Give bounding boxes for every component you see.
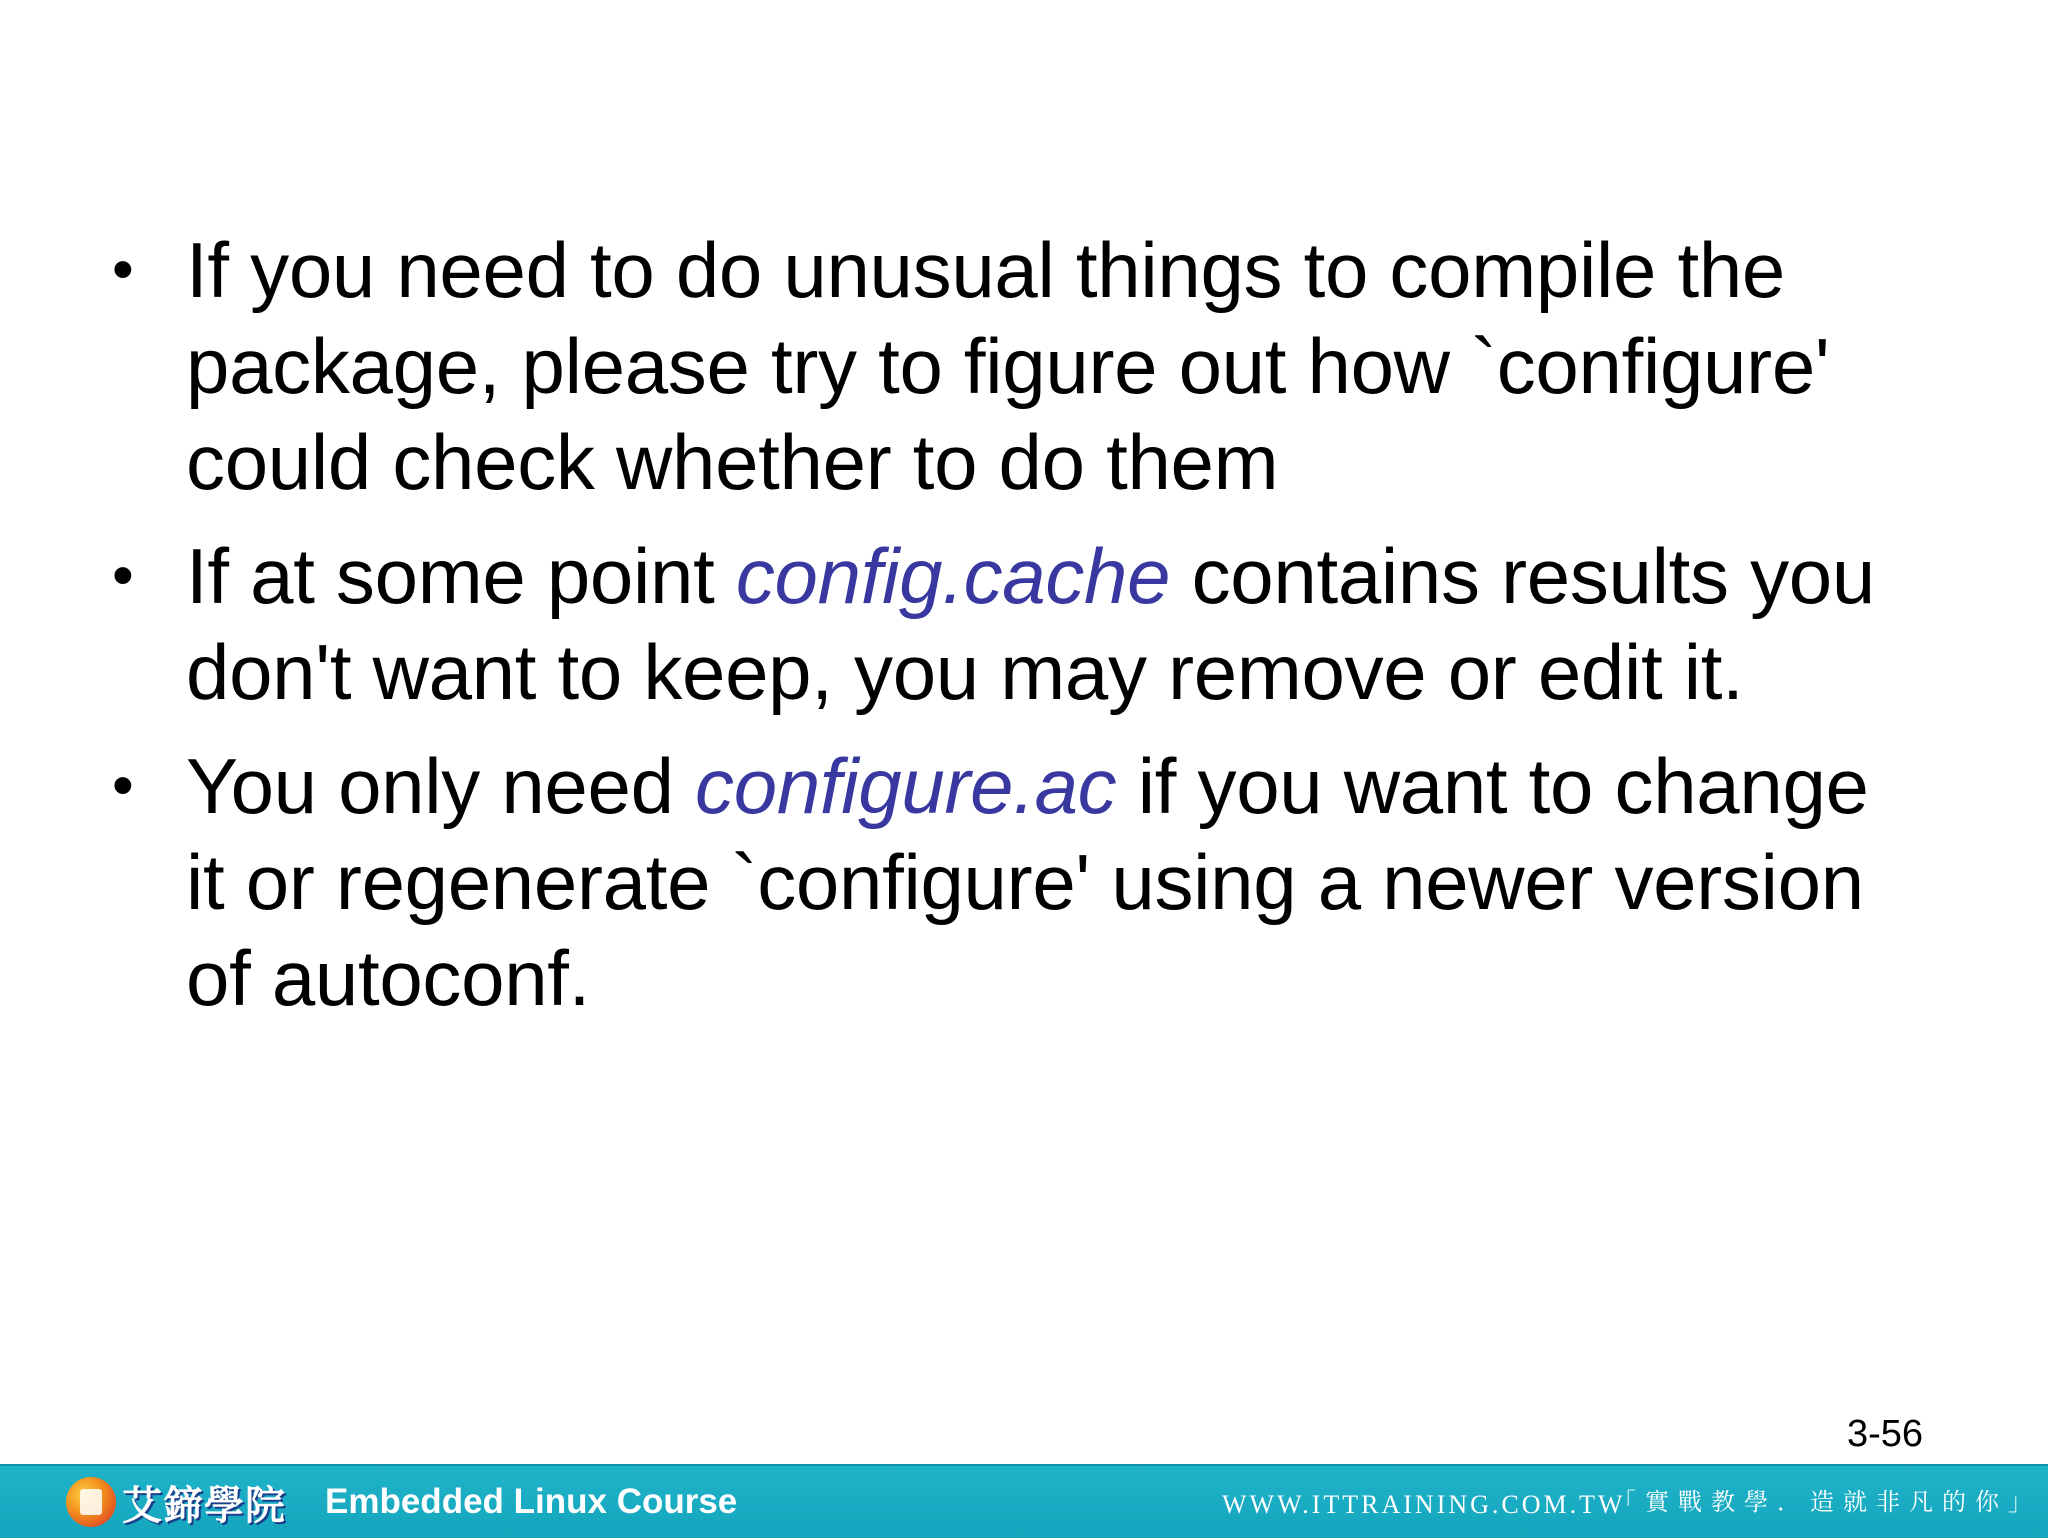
bullet-text-segment: contains results you don't want to keep, you may remove or edit it. — [186, 532, 1875, 716]
bullet-text — [186, 528, 1928, 720]
bullet-text-segment: You only need — [186, 742, 696, 830]
bullet-marker: • — [112, 235, 134, 304]
logo-text: 艾鍗學院 — [122, 1482, 286, 1529]
filename-term: config.cache — [735, 532, 1171, 620]
bullet-list — [108, 222, 1928, 1044]
bullet-marker: • — [112, 541, 134, 610]
bullet-text-segment: If at some point — [186, 532, 736, 620]
bullet-text — [186, 222, 1928, 510]
filename-term: configure.ac — [695, 742, 1117, 830]
footer-bar — [0, 1464, 2048, 1538]
page-number: 3-56 — [1846, 1413, 1923, 1455]
bullet-item — [108, 738, 1928, 1026]
course-title: Embedded Linux Course — [325, 1482, 738, 1521]
bullet-text-segment: if you want to change it or regenerate `configure' using a newer version of autoconf. — [186, 742, 1869, 1022]
bullet-item — [108, 222, 1928, 510]
bullet-item — [108, 528, 1928, 720]
logo — [66, 1472, 286, 1532]
slogan: 「實戰教學．造就非凡的你」 — [1612, 1488, 2041, 1516]
bullet-text-segment: If you need to do unusual things to compile the package, please try to figure out how `configure' could check whether to do them — [186, 226, 1830, 506]
site-url: WWW.ITTRAINING.COM.TW — [1222, 1490, 1626, 1519]
ittraining-logo-icon — [66, 1477, 116, 1527]
bullet-marker: • — [112, 751, 134, 820]
bullet-text — [186, 738, 1928, 1026]
